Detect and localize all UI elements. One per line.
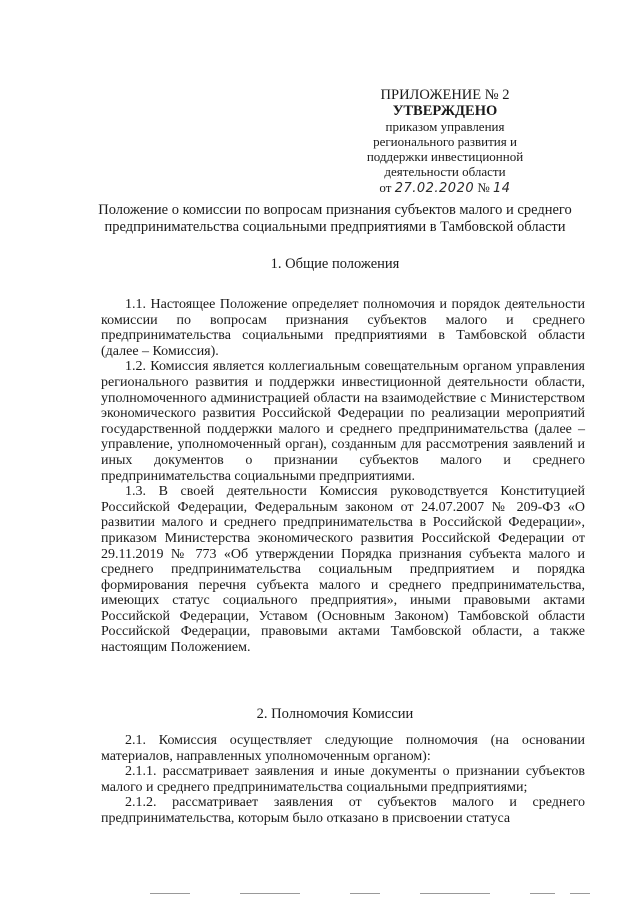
number-prefix: № xyxy=(477,180,490,195)
approval-line: поддержки инвестиционной xyxy=(366,149,524,164)
section-2-body xyxy=(101,733,585,827)
section-2-heading: 2. Полномочия Комиссии xyxy=(256,706,414,722)
paragraph-2-1-1: 2.1.1. рассматривает заявления и иные документы о признании субъектов малого и среднего предпринимательства социальными предприятиями; xyxy=(101,764,585,795)
handwritten-number: 14 xyxy=(493,181,511,196)
approved-label: УТВЕРЖДЕНО xyxy=(392,103,498,119)
section-1-body xyxy=(101,297,585,656)
approval-date-row xyxy=(340,180,550,197)
paragraph-1-3: 1.3. В своей деятельности Комиссия руководствуется Конституцией Российской Федерации, Федеральным законом от 24.07.2007 № 209-ФЗ «О развитии малого и среднего предпринимательства в Российской Федерации», приказом Министерства экономического развития Российской Федерации от 29.11.2019 № 773 «Об утверждении Порядка признания субъекта малого и среднего предпринимательства социальным предприятием и порядка формирования перечня субъекта малого и среднего предпринимательства, имеющих статус социального предприятия», иными правовыми актами Российской Федерации, Уставом (Основным Законом) Тамбовской области Российской Федерации, правовыми актами Тамбовской области, а также настоящим Положением. xyxy=(101,484,585,656)
paragraph-2-1: 2.1. Комиссия осуществляет следующие полномочия (на основании материалов, направленных уполномоченным органом): xyxy=(101,733,585,764)
date-prefix: от xyxy=(379,180,392,195)
scan-artifacts xyxy=(120,893,600,896)
approval-line: приказом управления xyxy=(385,119,505,134)
approval-stamp xyxy=(340,88,550,197)
approval-line: регионального развития и xyxy=(373,134,517,149)
section-1-heading: 1. Общие положения xyxy=(270,256,400,272)
approval-line: деятельности области xyxy=(384,164,506,179)
paragraph-2-1-2: 2.1.2. рассматривает заявления от субъектов малого и среднего предпринимательства, которым было отказано в присвоении статуса xyxy=(101,795,585,826)
document-title: Положение о комиссии по вопросам признания субъектов малого и среднего предпринимательства социальными предприятиями в Тамбовской области xyxy=(98,202,572,235)
paragraph-1-1: 1.1. Настоящее Положение определяет полномочия и порядок деятельности комиссии по вопросам признания субъектов малого и среднего предпринимательства социальными предприятиями в Тамбовской области (далее – Комиссия). xyxy=(101,297,585,359)
handwritten-date: 27.02.2020 xyxy=(394,181,475,196)
paragraph-1-2: 1.2. Комиссия является коллегиальным совещательным органом управления регионального развития и поддержки инвестиционной деятельности области, уполномоченного администрацией области на взаимодействие с Министерством экономического развития Российской Федерации по реализации мероприятий государственной поддержки малого и среднего предпринимательства (далее – управление, уполномоченный орган), созданным для рассмотрения заявлений и иных документов о признании субъектов малого и среднего предпринимательства социальными предприятиями. xyxy=(101,359,585,484)
appendix-label: ПРИЛОЖЕНИЕ № 2 xyxy=(380,87,510,103)
